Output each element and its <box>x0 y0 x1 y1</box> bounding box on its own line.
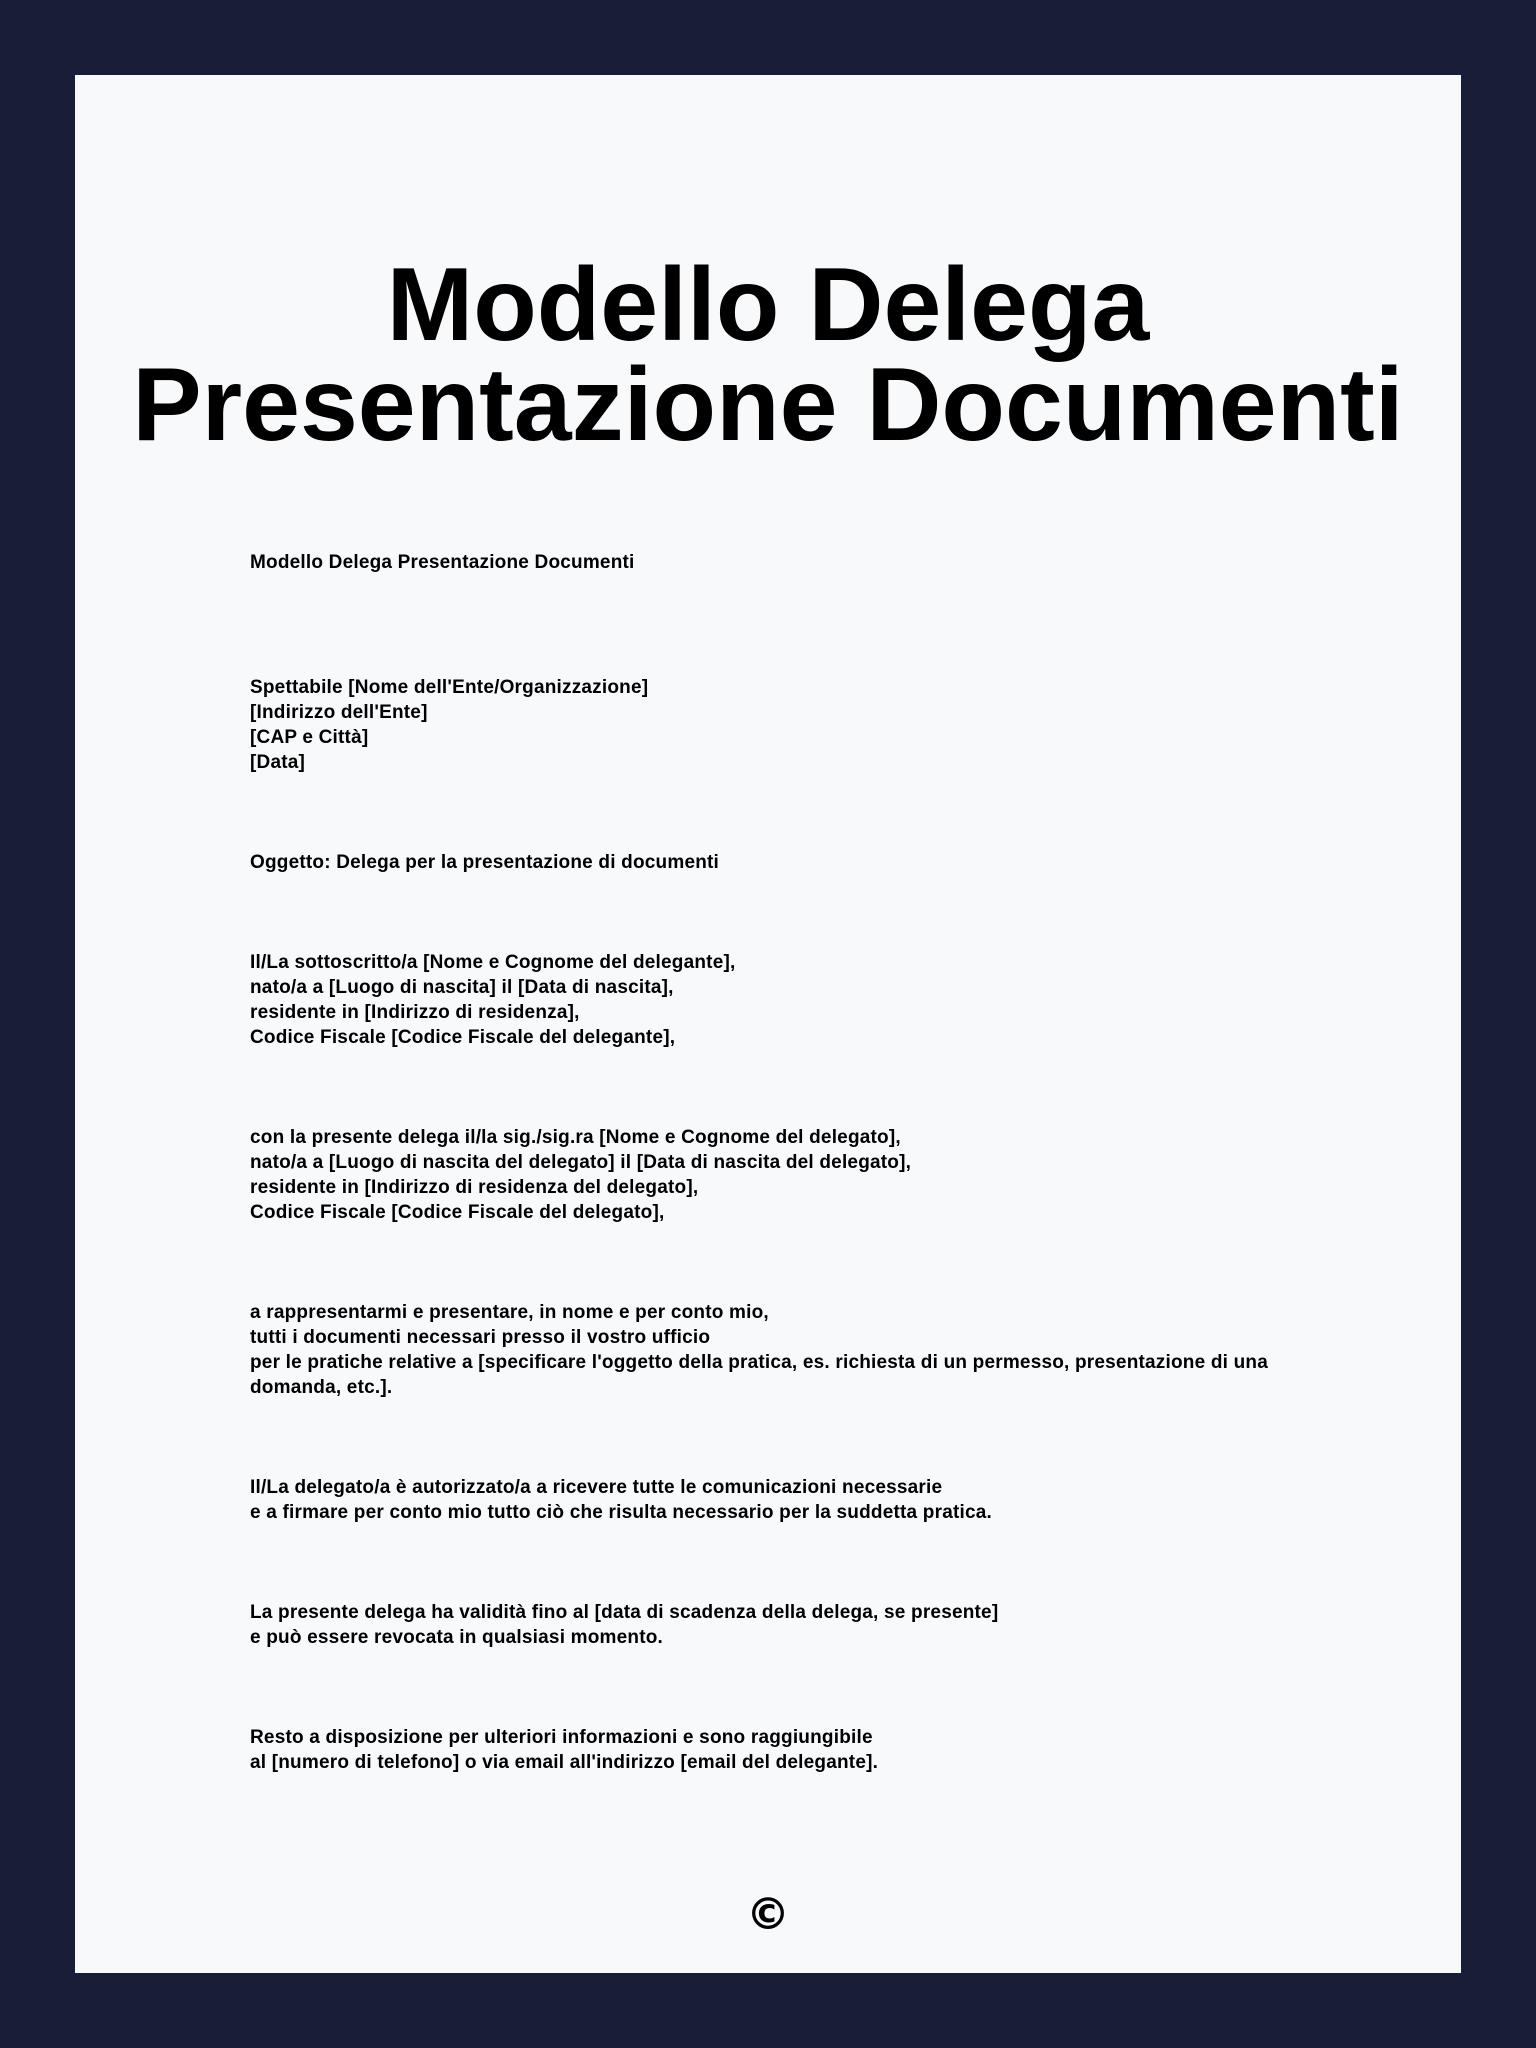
contatti-paragraph <box>250 1725 1310 1775</box>
paragraph-line: Resto a disposizione per ulteriori informazioni e sono raggiungibile <box>250 1727 873 1748</box>
document-title-line-2: Presentazione Documenti <box>132 347 1404 463</box>
paragraph-line: a rappresentarmi e presentare, in nome e per conto mio, <box>250 1302 769 1323</box>
paragraph-line: al [numero di telefono] o via email all'indirizzo [email del delegante]. <box>250 1752 879 1773</box>
subject-line <box>250 850 1310 875</box>
copyright-icon: © <box>746 1889 790 1940</box>
document-heading <box>250 550 1310 575</box>
address-line: [CAP e Città] <box>250 727 369 748</box>
subject-text: Oggetto: Delega per la presentazione di documenti <box>250 852 720 873</box>
heading-text: Modello Delega Presentazione Documenti <box>250 552 635 573</box>
paragraph-line: residente in [Indirizzo di residenza], <box>250 1002 580 1023</box>
delegante-paragraph <box>250 950 1310 1050</box>
address-line: [Indirizzo dell'Ente] <box>250 702 428 723</box>
paragraph-line: La presente delega ha validità fino al [data di scadenza della delega, se presente] <box>250 1602 999 1623</box>
document-body <box>250 550 1310 1775</box>
paragraph-line: con la presente delega il/la sig./sig.ra [Nome e Cognome del delegato], <box>250 1127 901 1148</box>
validita-paragraph <box>250 1600 1310 1650</box>
recipient-address <box>250 675 1310 775</box>
paragraph-line: Il/La sottoscritto/a [Nome e Cognome del delegante], <box>250 952 736 973</box>
paragraph-line: Codice Fiscale [Codice Fiscale del delegato], <box>250 1202 665 1223</box>
paragraph-line: nato/a a [Luogo di nascita] il [Data di nascita], <box>250 977 674 998</box>
document-title <box>75 247 1461 463</box>
address-line: [Data] <box>250 752 306 773</box>
paragraph-line: e può essere revocata in qualsiasi momento. <box>250 1627 664 1648</box>
address-line: Spettabile [Nome dell'Ente/Organizzazione] <box>250 677 649 698</box>
document-page <box>75 75 1461 1973</box>
paragraph-line: Il/La delegato/a è autorizzato/a a ricevere tutte le comunicazioni necessarie <box>250 1477 943 1498</box>
paragraph-line: tutti i documenti necessari presso il vostro ufficio <box>250 1327 711 1348</box>
delegato-paragraph <box>250 1125 1310 1225</box>
paragraph-line: residente in [Indirizzo di residenza del delegato], <box>250 1177 699 1198</box>
paragraph-line: per le pratiche relative a [specificare l'oggetto della pratica, es. richiesta di un permesso, presentazione di una domanda, etc.]. <box>250 1352 1268 1398</box>
rappresentanza-paragraph <box>250 1300 1310 1400</box>
document-title-line-1: Modello Delega <box>386 247 1150 363</box>
paragraph-line: e a firmare per conto mio tutto ciò che risulta necessario per la suddetta pratica. <box>250 1502 992 1523</box>
paragraph-line: nato/a a [Luogo di nascita del delegato] il [Data di nascita del delegato], <box>250 1152 912 1173</box>
autorizzazione-paragraph <box>250 1475 1310 1525</box>
paragraph-line: Codice Fiscale [Codice Fiscale del delegante], <box>250 1027 676 1048</box>
